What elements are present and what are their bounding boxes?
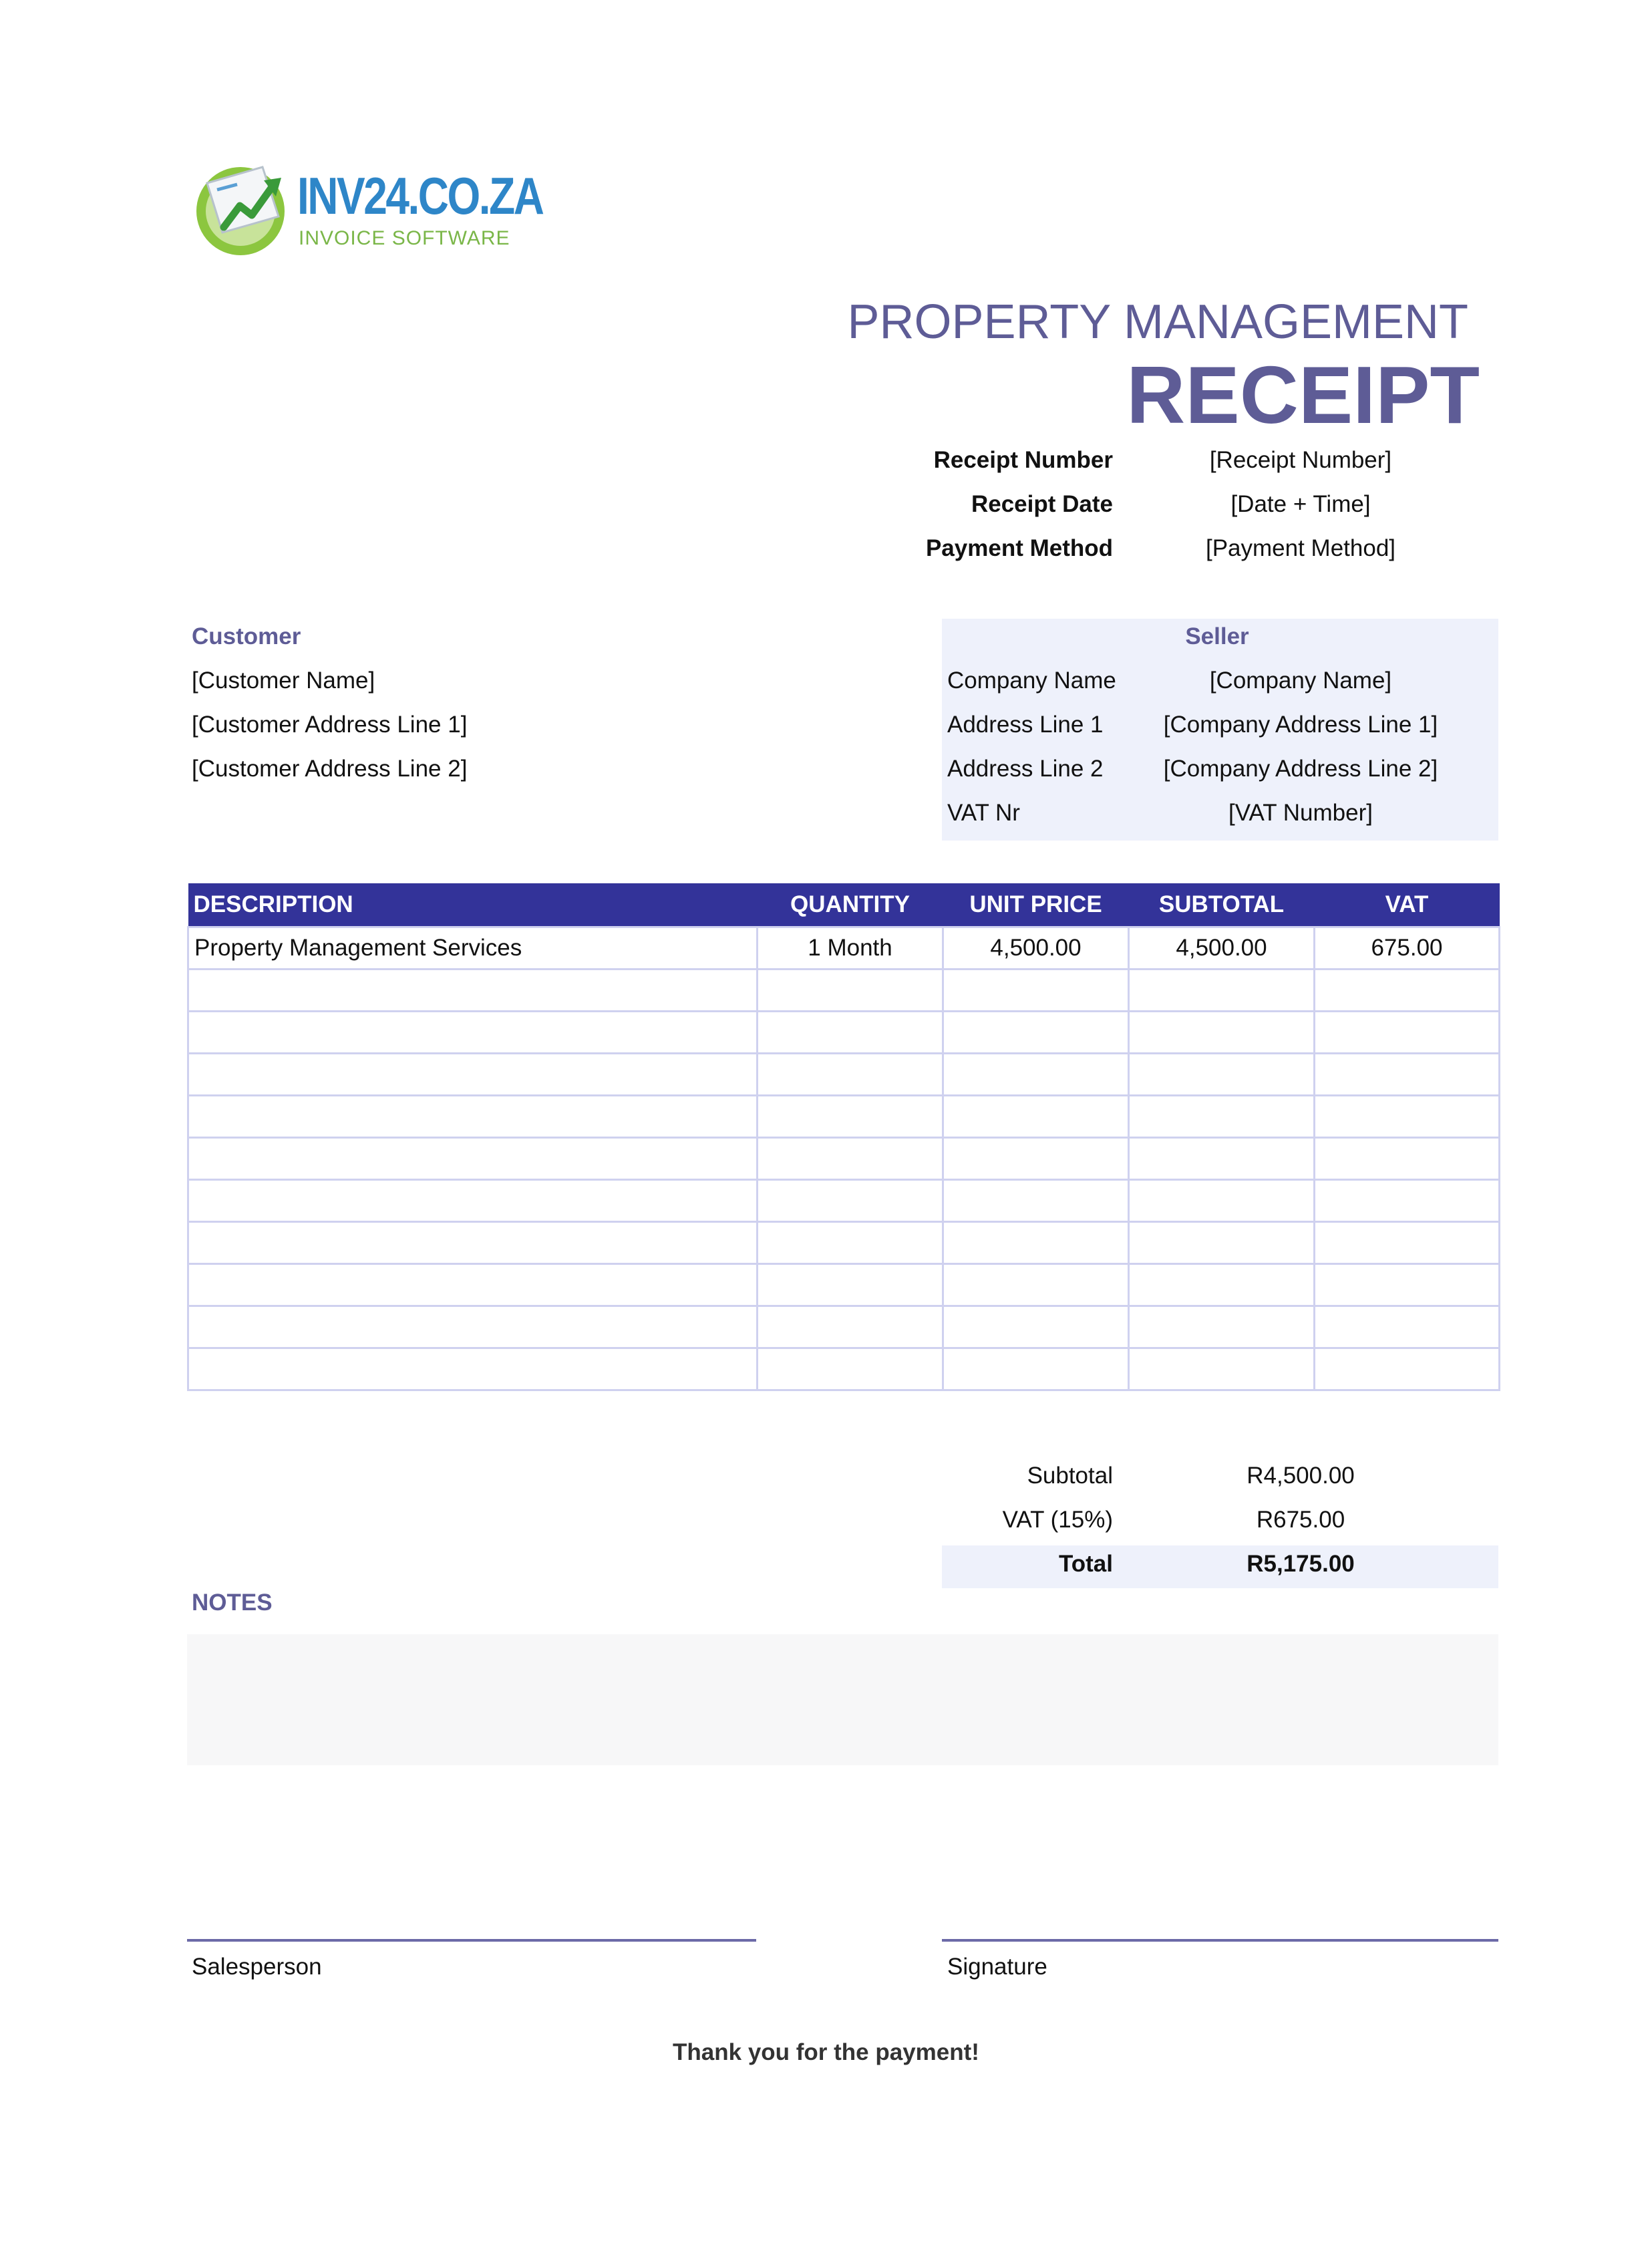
seller-address2-label: Address Line 2 <box>947 756 1104 782</box>
notes-field[interactable] <box>187 1634 1498 1765</box>
table-row <box>188 1138 1500 1180</box>
company-logo <box>190 158 543 258</box>
column-header-quantity: QUANTITY <box>758 883 943 927</box>
thank-you-message: Thank you for the payment! <box>673 2039 979 2065</box>
payment-method-value: [Payment Method] <box>1205 535 1396 561</box>
customer-heading: Customer <box>192 623 301 649</box>
vat-value: R675.00 <box>1256 1507 1345 1533</box>
total-label: Total <box>1058 1551 1113 1577</box>
notes-heading: NOTES <box>192 1590 273 1616</box>
document-title-line2: RECEIPT <box>1126 349 1480 440</box>
table-row <box>188 1348 1500 1390</box>
seller-company-value: [Company Name] <box>1209 667 1392 694</box>
column-header-unit-price: UNIT PRICE <box>943 883 1129 927</box>
vat-label: VAT (15%) <box>1002 1507 1113 1533</box>
receipt-date-label: Receipt Date <box>971 491 1113 517</box>
seller-address1-value: [Company Address Line 1] <box>1163 712 1438 738</box>
items-header-row <box>188 883 1500 927</box>
signature-line <box>942 1939 1498 1942</box>
document-title-line1: PROPERTY MANAGEMENT <box>847 295 1468 349</box>
subtotal-label: Subtotal <box>1027 1463 1113 1489</box>
receipt-number-label: Receipt Number <box>933 447 1113 473</box>
item-unit-price: 4,500.00 <box>943 927 1129 969</box>
table-row <box>188 1222 1500 1264</box>
salesperson-label: Salesperson <box>192 1954 322 1980</box>
salesperson-line <box>187 1939 756 1942</box>
item-description: Property Management Services <box>188 927 758 969</box>
seller-vat-value: [VAT Number] <box>1228 800 1373 826</box>
customer-address-line1: [Customer Address Line 1] <box>192 712 468 738</box>
items-table <box>187 883 1500 1391</box>
customer-name: [Customer Name] <box>192 667 375 694</box>
receipt-number-value: [Receipt Number] <box>1209 447 1392 473</box>
table-row <box>188 1012 1500 1054</box>
seller-company-label: Company Name <box>947 667 1116 694</box>
item-quantity: 1 Month <box>758 927 943 969</box>
signature-label: Signature <box>947 1954 1047 1980</box>
item-vat: 675.00 <box>1315 927 1500 969</box>
logo-tagline: INVOICE SOFTWARE <box>299 227 510 249</box>
logo-chart-icon <box>190 158 291 258</box>
table-row <box>188 1264 1500 1306</box>
table-row <box>188 1306 1500 1348</box>
seller-vat-label: VAT Nr <box>947 800 1020 826</box>
customer-address-line2: [Customer Address Line 2] <box>192 756 468 782</box>
column-header-vat: VAT <box>1315 883 1500 927</box>
column-header-subtotal: SUBTOTAL <box>1129 883 1315 927</box>
column-header-description: DESCRIPTION <box>188 883 758 927</box>
seller-heading: Seller <box>1185 623 1249 649</box>
seller-address2-value: [Company Address Line 2] <box>1163 756 1438 782</box>
subtotal-value: R4,500.00 <box>1247 1463 1355 1489</box>
table-row <box>188 1096 1500 1138</box>
total-value: R5,175.00 <box>1247 1551 1355 1577</box>
item-subtotal: 4,500.00 <box>1129 927 1315 969</box>
logo-name: INV24.CO.ZA <box>297 166 543 225</box>
table-row <box>188 927 1500 969</box>
payment-method-label: Payment Method <box>925 535 1113 561</box>
table-row <box>188 1180 1500 1222</box>
table-row <box>188 969 1500 1012</box>
receipt-date-value: [Date + Time] <box>1230 491 1371 517</box>
seller-address1-label: Address Line 1 <box>947 712 1104 738</box>
table-row <box>188 1054 1500 1096</box>
